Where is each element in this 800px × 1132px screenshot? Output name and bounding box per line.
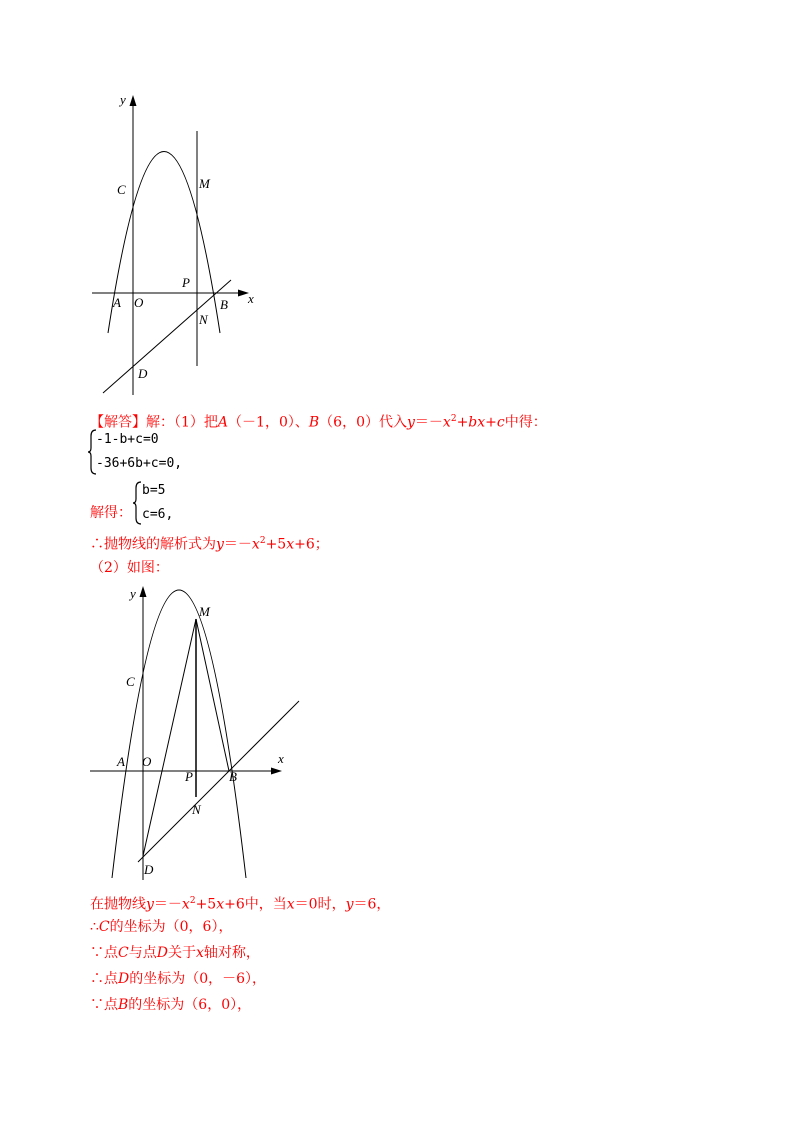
label-n: N [192,802,201,817]
after-line-2: ∴C的坐标为（0，6）， [90,919,233,935]
label-p: P [185,769,193,784]
label-o: O [134,295,144,310]
label-x: x [248,291,254,306]
label-y: y [130,586,136,601]
equation: -1-b+c=0 [96,432,159,447]
x-axis-arrow [271,768,282,775]
equation: c=6, [142,507,174,522]
label-a: A [113,295,121,310]
y-axis-arrow [140,586,147,597]
label-b: B [229,769,237,784]
line-db [138,701,299,862]
label-c: C [117,182,126,197]
segment-mb [196,619,229,771]
label-n: N [199,312,208,327]
label-p: P [182,275,190,290]
segment-md [143,619,196,856]
label-x: x [278,751,284,766]
solved-label: 解得： [90,505,132,521]
label-o: O [142,754,152,769]
label-d: D [138,366,148,381]
label-a: A [117,754,125,769]
after-line-5: ∵点B的坐标为（6，0）， [90,997,252,1013]
solution-line-4: （2）如图： [90,560,169,576]
after-line-4: ∴点D的坐标为（0，－6）， [90,971,267,987]
equation: b=5 [142,483,166,498]
label-m: M [199,176,210,191]
equation: -36+6b+c=0, [96,456,183,471]
label-c: C [126,674,135,689]
after-line-3: ∵点C与点D关于x轴对称， [90,945,260,961]
label-b: B [220,297,228,312]
after-line-1: 在抛物线$y=-x^2+5x+6$中，当x＝0时，y＝6， [90,896,391,913]
solution-line-3: ∴抛物线的解析式为$y=-x^2+5x+6$； [90,536,329,553]
solution-line-1: 【解答】解：（1）把A（－1，0）、B（6，0）代入$y=-x^2+bx+c$中得： [90,414,547,431]
label-y: y [120,92,126,107]
parabola [112,590,246,878]
label-d: D [144,862,154,877]
label-m: M [199,604,210,619]
